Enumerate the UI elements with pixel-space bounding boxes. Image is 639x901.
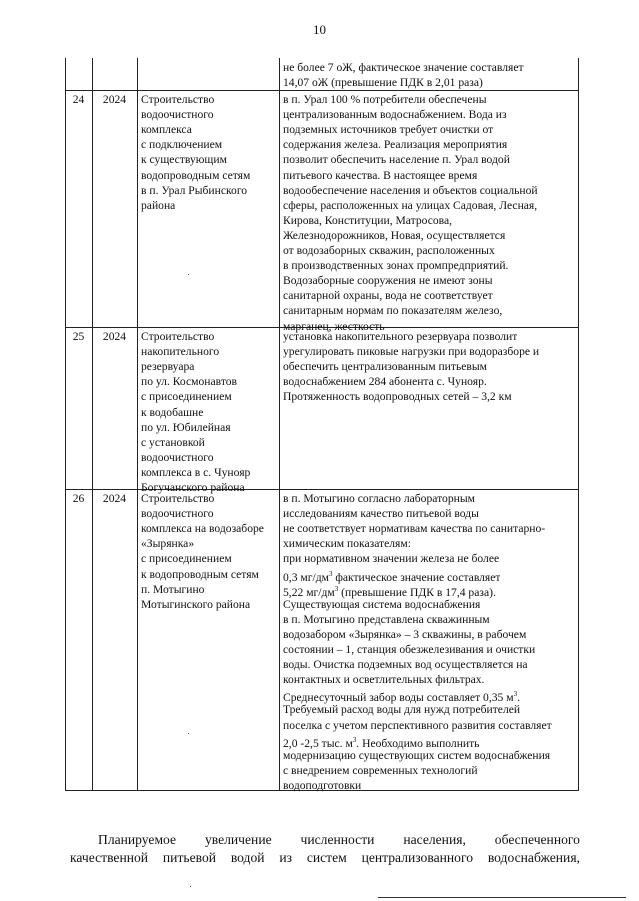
row-number: 26 bbox=[72, 492, 85, 505]
project-name-line: п. Мотыгино bbox=[141, 582, 205, 596]
project-name-line: к водопроводным сетям bbox=[141, 567, 259, 581]
project-name-line: накопительного bbox=[141, 345, 220, 359]
description-line: обеспечить централизованным питьевым bbox=[283, 360, 487, 374]
description-line: в производственных зонах промпредприятий. bbox=[283, 259, 509, 273]
project-name-line: с установкой bbox=[141, 435, 205, 449]
row-year: 2024 bbox=[102, 93, 127, 106]
project-name-line: «Зырянка» bbox=[141, 537, 195, 551]
table-column-border bbox=[137, 58, 138, 790]
project-name-line: в п. Урал Рыбинского bbox=[141, 183, 248, 197]
project-name-line: Богучанского района bbox=[141, 481, 245, 494]
description-line: модернизацию существующих систем водоснабжения bbox=[283, 748, 551, 762]
continuation-text-line: не более 7 оЖ, фактическое значение составляет bbox=[283, 61, 524, 74]
project-name-line: по ул. Космонавтов bbox=[141, 375, 238, 389]
project-name-line: водоочистного bbox=[141, 108, 214, 122]
project-name-line: Мотыгинского района bbox=[141, 597, 251, 611]
paragraph-word: систем bbox=[306, 850, 347, 865]
description-line: состоянии – 1, станция обезжелезивания и очистки bbox=[283, 643, 536, 656]
paragraph-word: обеспеченного bbox=[494, 832, 580, 847]
paragraph-word: питьевой bbox=[162, 850, 217, 865]
project-name-line: района bbox=[141, 198, 176, 212]
paragraph-word: из bbox=[279, 850, 293, 865]
description-line: в п. Мотыгино представлена скважинным bbox=[283, 612, 490, 626]
description-line: в п. Урал 100 % потребители обеспечены bbox=[283, 93, 487, 106]
description-line: водоснабжением 284 абонента с. Чунояр. bbox=[283, 375, 487, 389]
paragraph-line-2 bbox=[70, 850, 580, 866]
description-line: водозабором «Зырянка» – 3 скважины, в рабочем bbox=[283, 627, 527, 641]
paragraph-word: Планируемое bbox=[98, 832, 177, 847]
description-line: водоподготовки bbox=[283, 778, 362, 792]
row-year: 2024 bbox=[102, 330, 127, 343]
project-name-line: комплекса bbox=[141, 123, 192, 137]
description-line: 0,3 $мг/дм^3$ фактическое значение составляет bbox=[283, 569, 501, 584]
description-line: урегулировать пиковые нагрузки при водоразборе и bbox=[283, 345, 540, 359]
project-name-line: с присоединением bbox=[141, 552, 232, 566]
project-name-line: Строительство bbox=[141, 330, 215, 343]
project-name-line: Строительство bbox=[141, 93, 215, 106]
table-column-border bbox=[65, 58, 66, 790]
description-line: содержания железа. Реализация мероприятия bbox=[283, 138, 508, 152]
description-line: санитарным нормам по показателям железо, bbox=[283, 304, 503, 318]
footer-rule bbox=[378, 897, 626, 898]
project-name-line: к водобашне bbox=[141, 405, 204, 419]
paragraph-word: населения, bbox=[403, 832, 466, 847]
description-line: не соответствует нормативам качества по санитарно- bbox=[283, 522, 546, 536]
description-line: исследованиям качество питьевой воды bbox=[283, 507, 479, 521]
description-line: химическим показателям: bbox=[283, 537, 411, 551]
description-line: сферы, расположенных на улицах Садовая, Лесная, bbox=[283, 198, 538, 212]
project-name-line: комплекса на водозаборе bbox=[141, 522, 264, 536]
paragraph-word: водоснабжения, bbox=[487, 850, 580, 865]
description-line: Существующая система водоснабжения bbox=[283, 597, 481, 611]
description-line: санитарной охраны, вода не соответствует bbox=[283, 289, 493, 303]
description-line: 5,22 $мг/дм^3$ (превышение ПДК в 17,4 раза). bbox=[283, 584, 496, 599]
project-name-line: водопроводным сетям bbox=[141, 168, 251, 182]
description-line: позволит обеспечить население п. Урал водой bbox=[283, 153, 510, 167]
paragraph-word: водой bbox=[230, 850, 265, 865]
project-name-line: водоочистного bbox=[141, 450, 214, 464]
description-line: установка накопительного резервуара позволит bbox=[283, 330, 518, 343]
table-column-border bbox=[578, 58, 579, 790]
scan-speck bbox=[188, 274, 189, 275]
scan-speck bbox=[190, 886, 191, 887]
project-name-line: комплекса в с. Чунояр bbox=[141, 465, 251, 479]
row-year: 2024 bbox=[102, 492, 127, 505]
description-line: воды. Очистка подземных вод осуществляется на bbox=[283, 658, 528, 672]
description-line: контактных и осветлительных фильтрах. bbox=[283, 673, 485, 687]
description-line: марганец, жесткость bbox=[283, 319, 385, 333]
description-line: подземных источников требует очистки от bbox=[283, 123, 494, 137]
paragraph-word: качественной bbox=[70, 850, 149, 865]
description-line: Кирова, Конституции, Матросова, bbox=[283, 213, 453, 227]
description-line: Протяженность водопроводных сетей – 3,2 км bbox=[283, 390, 512, 404]
description-line: при нормативном значении железа не более bbox=[283, 552, 500, 566]
project-name-line: с подключением bbox=[141, 138, 223, 152]
project-name-line: Строительство bbox=[141, 492, 215, 505]
project-name-line: водоочистного bbox=[141, 507, 214, 521]
description-line: централизованным водоснабжением. Вода из bbox=[283, 108, 507, 122]
paragraph-word: централизованного bbox=[361, 850, 474, 865]
row-number: 25 bbox=[72, 330, 85, 343]
description-line: Железнодорожников, Новая, осуществляется bbox=[283, 228, 506, 242]
table-column-border bbox=[279, 58, 280, 790]
project-name-line: резервуара bbox=[141, 360, 195, 374]
paragraph-word: увеличение bbox=[204, 832, 272, 847]
scan-speck bbox=[188, 733, 189, 734]
description-line: поселка с учетом перспективного развития составляет bbox=[283, 718, 552, 732]
description-line: в п. Мотыгино согласно лабораторным bbox=[283, 492, 475, 505]
page-number: 10 bbox=[313, 22, 326, 37]
continuation-text-line: 14,07 оЖ (превышение ПДК в 2,01 раза) bbox=[283, 76, 483, 90]
project-name-line: по ул. Юбилейная bbox=[141, 420, 231, 434]
description-line: водообеспечение населения и объектов социальной bbox=[283, 183, 538, 197]
description-line: 2,0 -2,5 тыс. $м^3$. Необходимо выполнить bbox=[283, 735, 480, 750]
row-number: 24 bbox=[72, 93, 85, 106]
description-line: с внедрением современных технологий bbox=[283, 763, 478, 777]
project-name-line: с присоединением bbox=[141, 390, 232, 404]
description-line: Водозаборные сооружения не имеют зоны bbox=[283, 274, 493, 288]
project-name-line: к существующим bbox=[141, 153, 227, 167]
description-line: Среднесуточный забор воды составляет 0,35 $м^3$. bbox=[283, 690, 520, 705]
description-line: от водозаборных скважин, расположенных bbox=[283, 244, 495, 257]
paragraph-word: численности bbox=[300, 832, 375, 847]
description-line: Требуемый расход воды для нужд потребителей bbox=[283, 703, 521, 717]
table-column-border bbox=[92, 58, 93, 790]
paragraph-line-1 bbox=[98, 832, 580, 848]
description-line: питьевого качества. В настоящее время bbox=[283, 168, 478, 182]
